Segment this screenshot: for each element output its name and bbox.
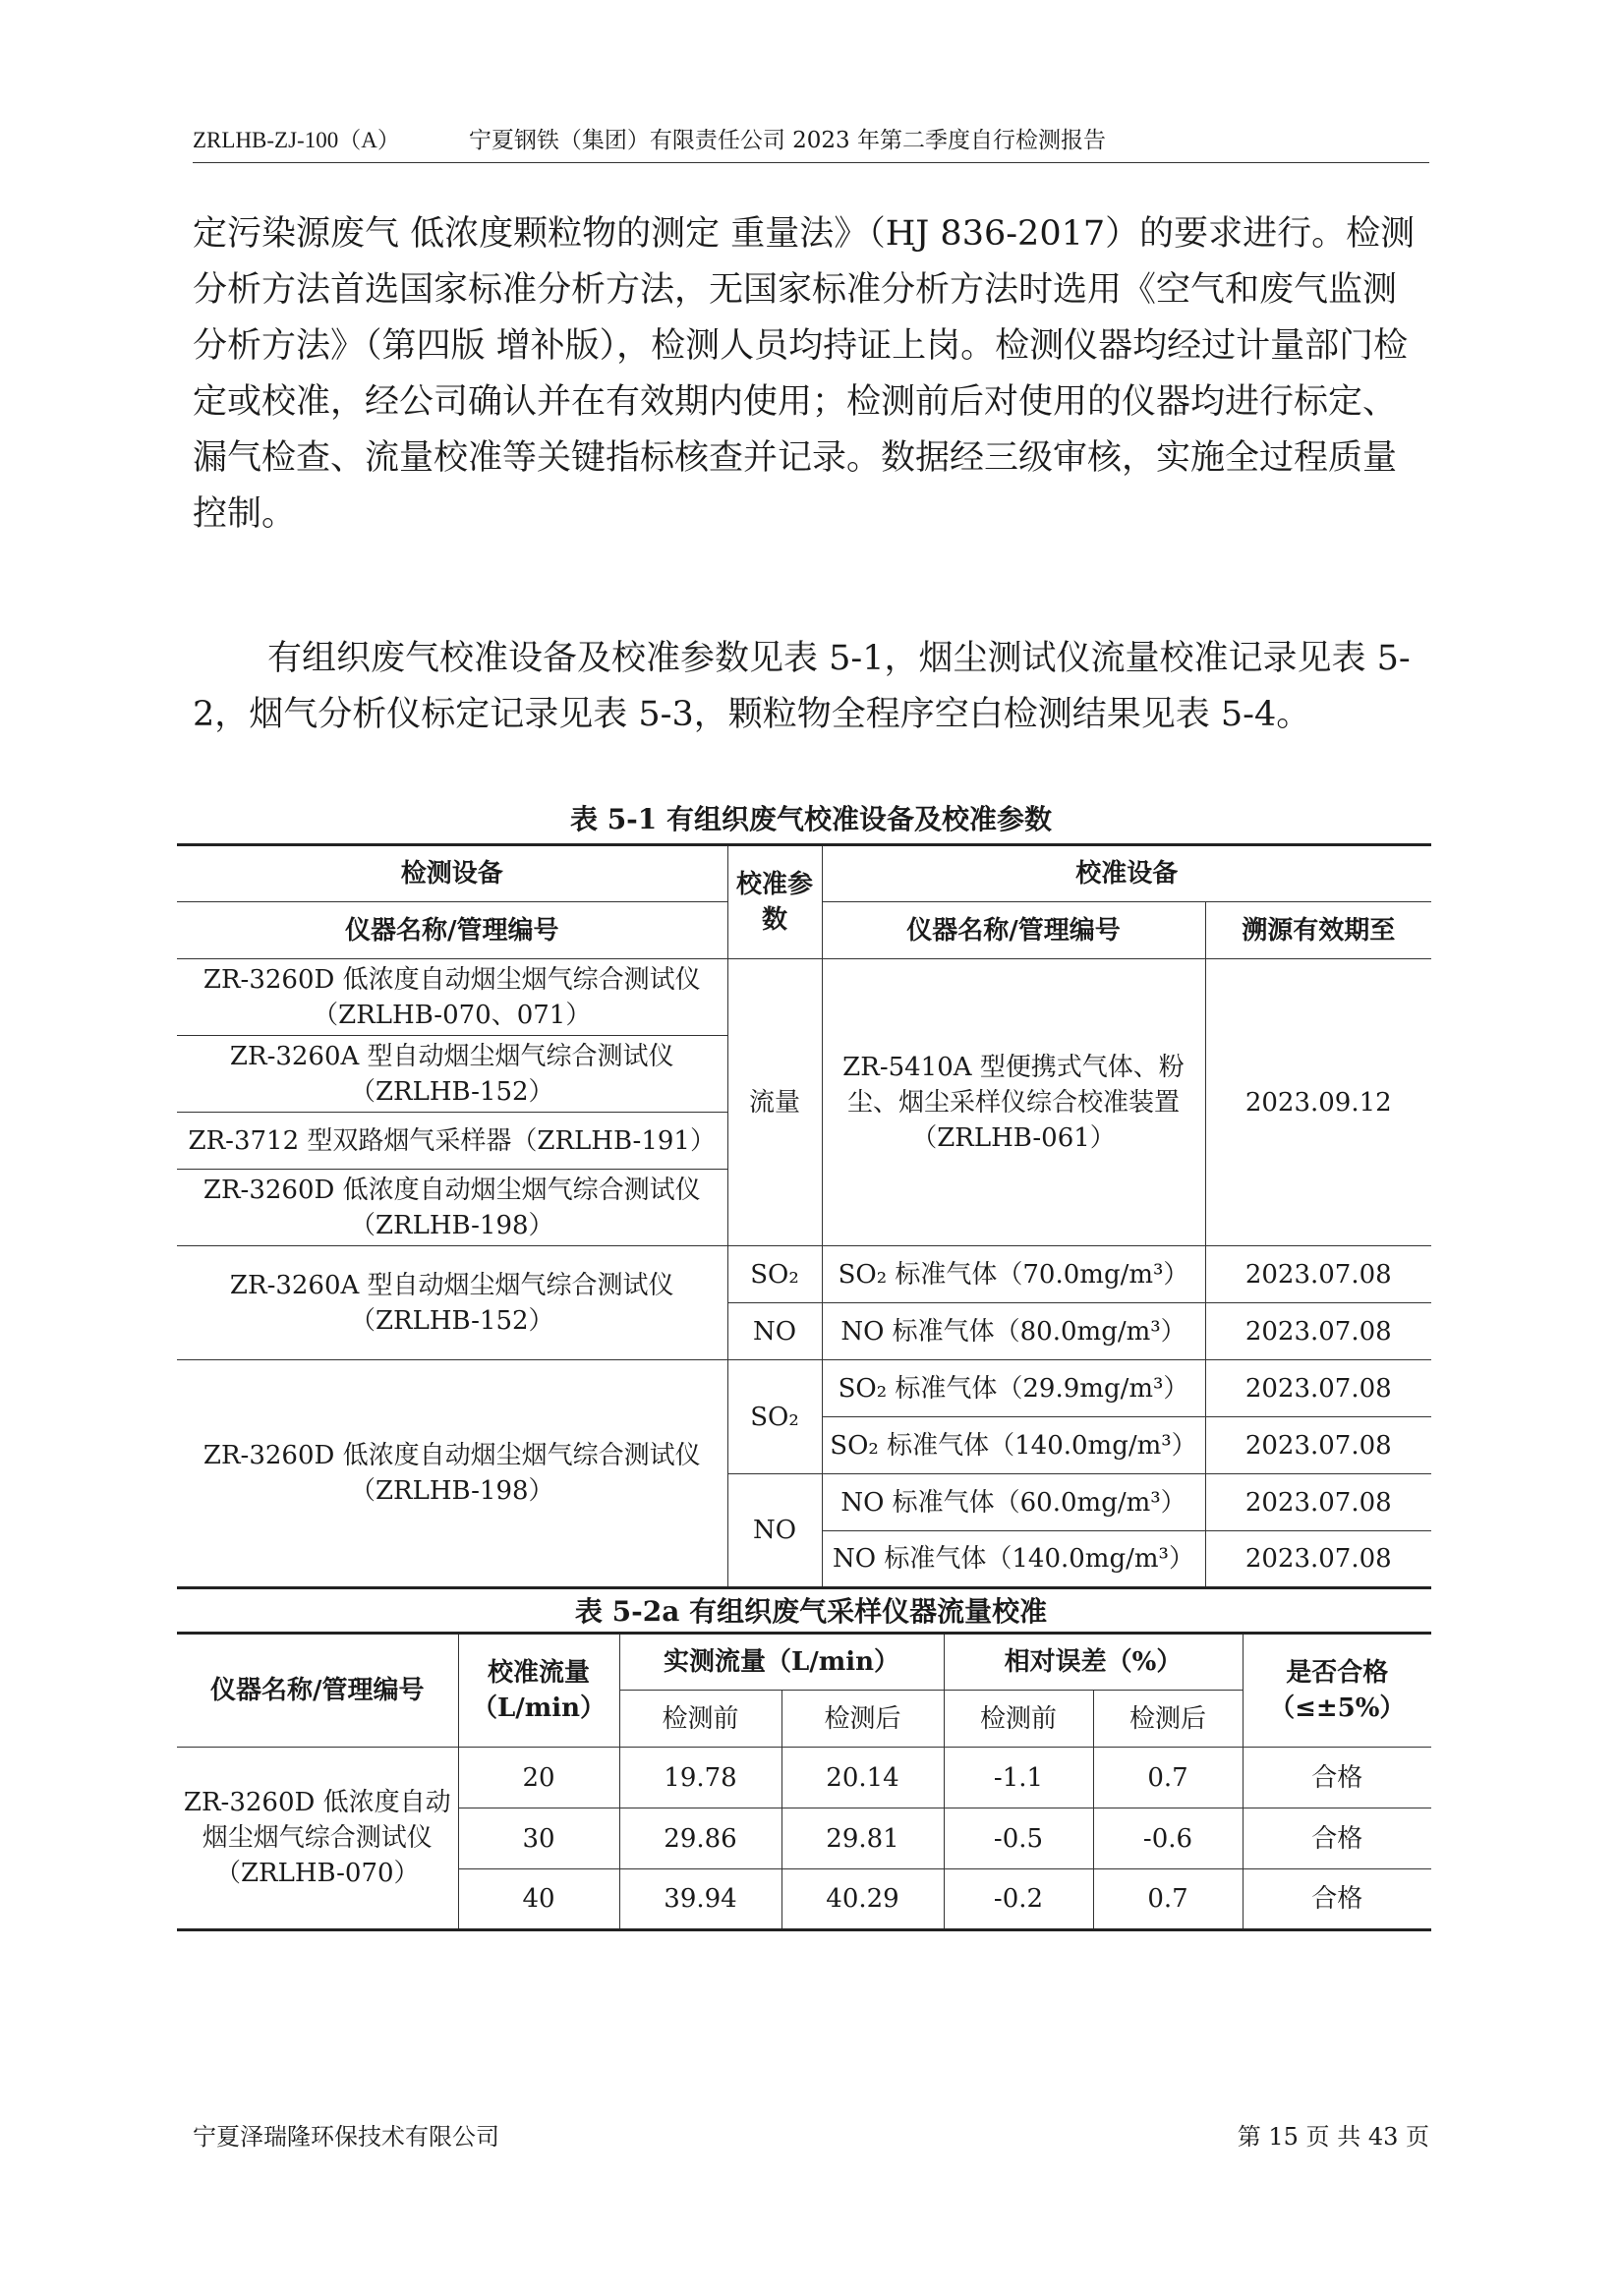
table-5-2a bbox=[177, 1632, 1431, 1931]
th-device-name: 仪器名称/管理编号 bbox=[177, 902, 727, 959]
th-param: 校准参数 bbox=[727, 845, 822, 959]
table-cell: 0.7 bbox=[1093, 1748, 1243, 1808]
table-cell: NO 标准气体（60.0mg/m³） bbox=[822, 1474, 1205, 1531]
table-5-1-caption: 表 5-1 有组织废气校准设备及校准参数 bbox=[569, 803, 1053, 835]
footer-page-number: 第 15 页 共 43 页 bbox=[1237, 2123, 1429, 2151]
table-cell: 39.94 bbox=[619, 1869, 781, 1930]
table-cell: NO 标准气体（80.0mg/m³） bbox=[822, 1303, 1205, 1360]
doc-code: ZRLHB-ZJ-100（A） bbox=[193, 128, 400, 152]
page-header bbox=[193, 122, 1429, 163]
table-cell: 2023.07.08 bbox=[1205, 1531, 1431, 1588]
table-cell: ZR-3260A 型自动烟尘烟气综合测试仪（ZRLHB-152） bbox=[177, 1036, 727, 1113]
table-cell: SO₂ bbox=[727, 1360, 822, 1474]
th-name: 仪器名称/管理编号 bbox=[177, 1634, 458, 1748]
table-5-2a-caption: 表 5-2a 有组织废气采样仪器流量校准 bbox=[574, 1595, 1048, 1628]
th-measured-after: 检测后 bbox=[781, 1691, 944, 1748]
paragraph-1 bbox=[193, 206, 1429, 543]
table-cell: ZR-3712 型双路烟气采样器（ZRLHB-191） bbox=[177, 1113, 727, 1170]
table-cell: ZR-3260D 低浓度自动烟尘烟气综合测试仪（ZRLHB-198） bbox=[177, 1360, 727, 1588]
table-cell: -0.5 bbox=[944, 1808, 1093, 1869]
table-cell: 2023.07.08 bbox=[1205, 1303, 1431, 1360]
table-cell: 2023.07.08 bbox=[1205, 1474, 1431, 1531]
table-cell: 30 bbox=[458, 1808, 619, 1869]
table-cell: 29.81 bbox=[781, 1808, 944, 1869]
table-cell: 2023.07.08 bbox=[1205, 1417, 1431, 1474]
table-cell: 19.78 bbox=[619, 1748, 781, 1808]
table-cell: 合格 bbox=[1243, 1808, 1431, 1869]
table-cell: -1.1 bbox=[944, 1748, 1093, 1808]
table-cell: 29.86 bbox=[619, 1808, 781, 1869]
table-cell: NO bbox=[727, 1303, 822, 1360]
table-5-1 bbox=[177, 843, 1431, 1589]
table-cell: 20 bbox=[458, 1748, 619, 1808]
th-valid: 溯源有效期至 bbox=[1205, 902, 1431, 959]
table-cell: 2023.07.08 bbox=[1205, 1246, 1431, 1303]
paragraph-2-text: 有组织废气校准设备及校准参数见表 5-1，烟尘测试仪流量校准记录见表 5-2，烟气分析仪标定记录见表 5-3，颗粒物全程序空白检测结果见表 5-4。 bbox=[193, 639, 1411, 734]
table-cell: 2023.07.08 bbox=[1205, 1360, 1431, 1417]
table-cell: ZR-5410A 型便携式气体、粉尘、烟尘采样仪综合校准装置（ZRLHB-061） bbox=[822, 959, 1205, 1246]
table-cell: ZR-3260D 低浓度自动烟尘烟气综合测试仪（ZRLHB-070、071） bbox=[177, 959, 727, 1036]
table-cell: 合格 bbox=[1243, 1748, 1431, 1808]
paragraph-1-text: 定污染源废气 低浓度颗粒物的测定 重量法》（HJ 836-2017）的要求进行。检测分析方法首选国家标准分析方法，无国家标准分析方法时选用《空气和废气监测分析方法》（第四版 增补版），检测人员均持证上岗。检测仪器均经过计量部门检定或校准，经公司确认并在有效期内使用；检测前后对使用的仪器均进行标定、漏气检查、流量校准等关键指标核查并记录。数据经三级审核，实施全过程质量控制。 bbox=[193, 214, 1416, 534]
table-cell: NO 标准气体（140.0mg/m³） bbox=[822, 1531, 1205, 1588]
table-cell: SO₂ 标准气体（140.0mg/m³） bbox=[822, 1417, 1205, 1474]
table-cell: 2023.09.12 bbox=[1205, 959, 1431, 1246]
th-measured-before: 检测前 bbox=[619, 1691, 781, 1748]
table-cell: SO₂ 标准气体（70.0mg/m³） bbox=[822, 1246, 1205, 1303]
paragraph-2 bbox=[193, 631, 1429, 743]
th-calib-name: 仪器名称/管理编号 bbox=[822, 902, 1205, 959]
table-cell: 0.7 bbox=[1093, 1869, 1243, 1930]
th-error-after: 检测后 bbox=[1093, 1691, 1243, 1748]
report-title: 宁夏钢铁（集团）有限责任公司 2023 年第二季度自行检测报告 bbox=[468, 128, 1106, 153]
table-cell: ZR-3260A 型自动烟尘烟气综合测试仪（ZRLHB-152） bbox=[177, 1246, 727, 1360]
table-cell: 合格 bbox=[1243, 1869, 1431, 1930]
table-cell: SO₂ 标准气体（29.9mg/m³） bbox=[822, 1360, 1205, 1417]
table-cell: -0.2 bbox=[944, 1869, 1093, 1930]
th-device: 检测设备 bbox=[177, 845, 727, 902]
table-cell: NO bbox=[727, 1474, 822, 1588]
table-cell: 40 bbox=[458, 1869, 619, 1930]
th-error-before: 检测前 bbox=[944, 1691, 1093, 1748]
page-footer bbox=[193, 2117, 1429, 2152]
th-error: 相对误差（%） bbox=[944, 1634, 1243, 1691]
th-calib: 校准设备 bbox=[822, 845, 1431, 902]
th-measured: 实测流量（L/min） bbox=[619, 1634, 944, 1691]
th-flow: 校准流量（L/min） bbox=[458, 1634, 619, 1748]
table-cell: 40.29 bbox=[781, 1869, 944, 1930]
table-cell: 流量 bbox=[727, 959, 822, 1246]
device-cell: ZR-3260D 低浓度自动烟尘烟气综合测试仪（ZRLHB-070） bbox=[177, 1748, 458, 1930]
table-cell: -0.6 bbox=[1093, 1808, 1243, 1869]
footer-company: 宁夏泽瑞隆环保技术有限公司 bbox=[193, 2123, 499, 2151]
th-pass: 是否合格（≤±5%） bbox=[1243, 1634, 1431, 1748]
table-cell: SO₂ bbox=[727, 1246, 822, 1303]
table-cell: 20.14 bbox=[781, 1748, 944, 1808]
table-cell: ZR-3260D 低浓度自动烟尘烟气综合测试仪（ZRLHB-198） bbox=[177, 1170, 727, 1246]
